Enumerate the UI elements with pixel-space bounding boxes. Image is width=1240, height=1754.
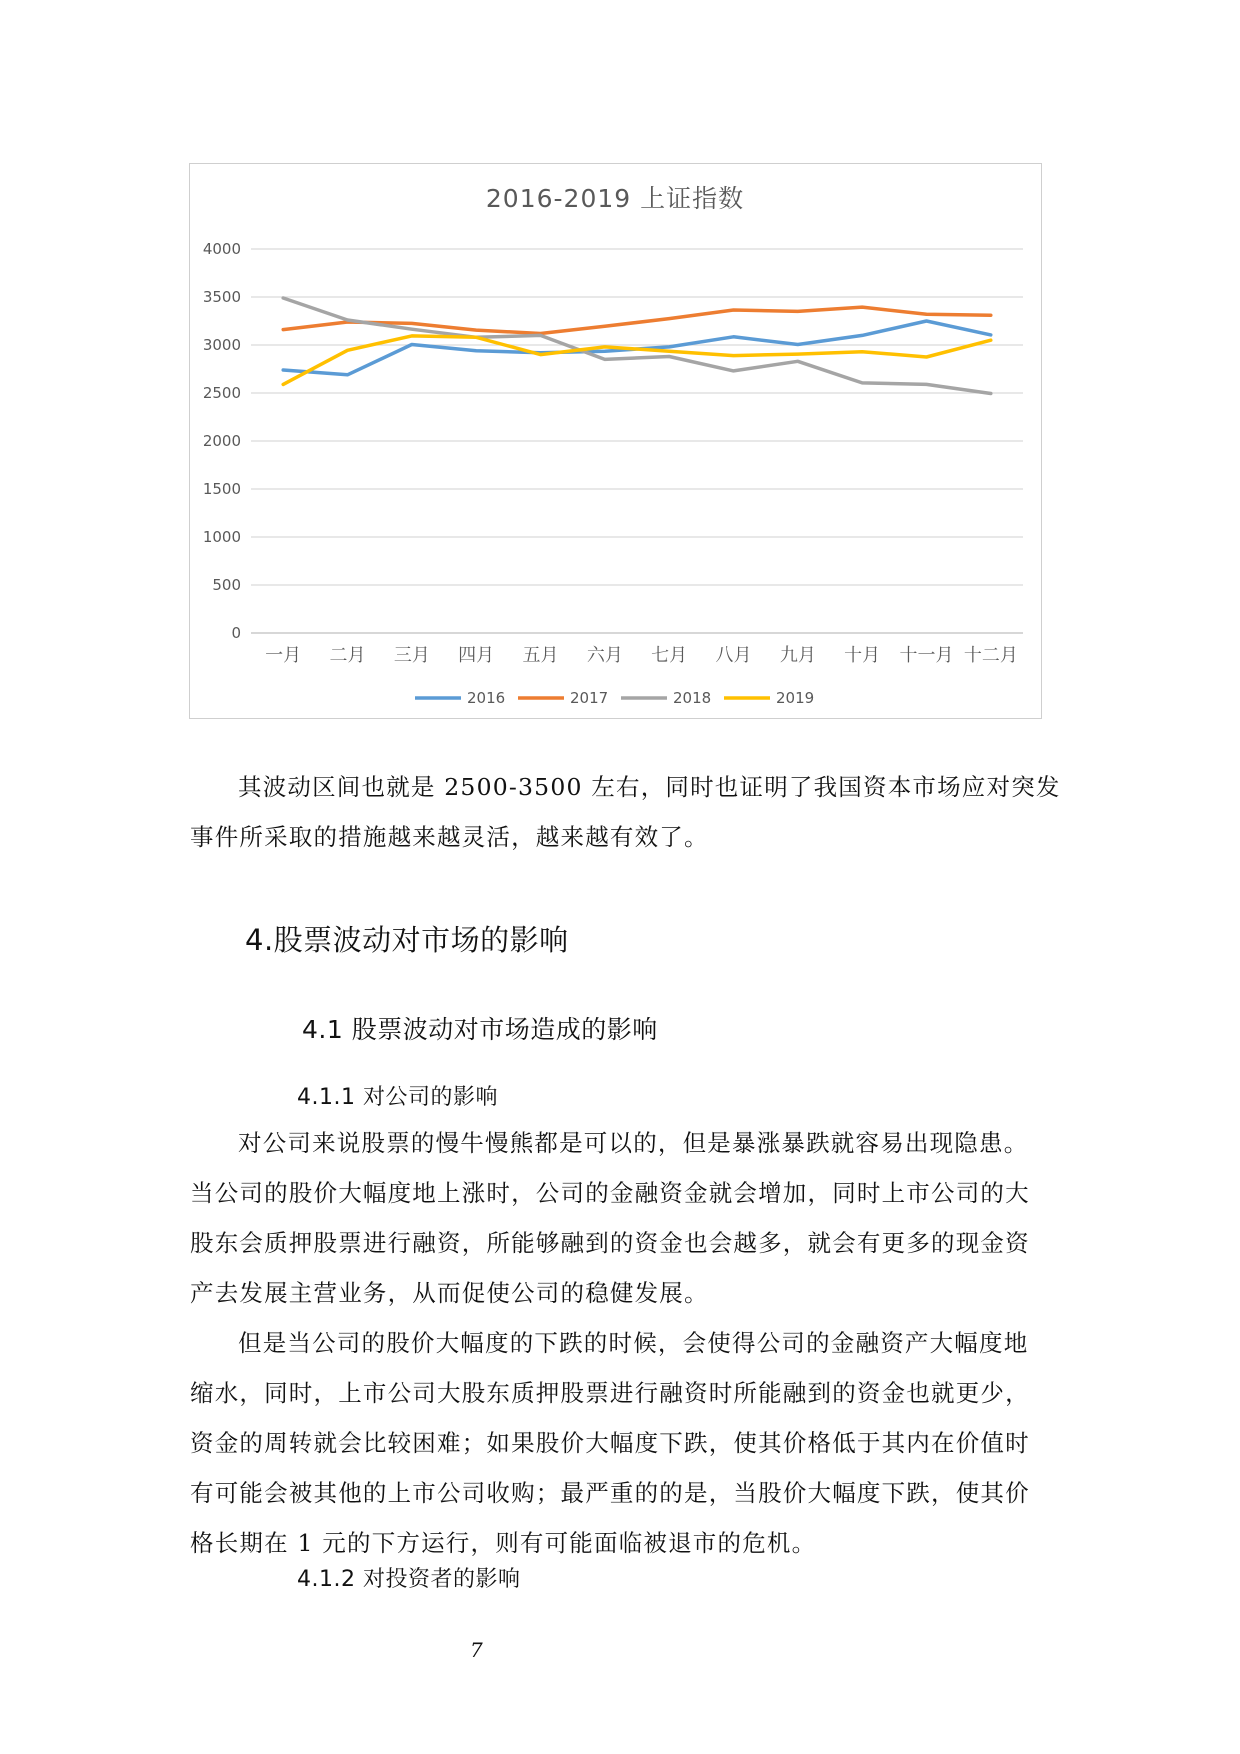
x-tick-label: 三月 <box>393 645 430 666</box>
text-line: 对公司来说股票的慢牛慢熊都是可以的，但是暴涨暴跌就容易出现隐患。 <box>238 1129 1029 1157</box>
page-number: 7 <box>470 1638 483 1662</box>
y-tick-label: 1000 <box>202 528 241 546</box>
x-tick-label: 五月 <box>522 645 559 666</box>
y-tick-label: 2000 <box>202 432 241 450</box>
text-line: 当公司的股价大幅度地上涨时，公司的金融资金就会增加，同时上市公司的大 <box>190 1179 1030 1207</box>
section-heading-4-1-1: 4.1.1 对公司的影响 <box>297 1085 498 1110</box>
x-tick-label: 二月 <box>329 645 366 666</box>
x-tick-label: 十二月 <box>963 645 1018 666</box>
text-line: 事件所采取的措施越来越灵活，越来越有效了。 <box>190 823 709 851</box>
x-tick-label: 一月 <box>265 645 302 666</box>
text-line: 资金的周转就会比较困难；如果股价大幅度下跌，使其价格低于其内在价值时 <box>190 1429 1030 1457</box>
x-tick-label: 十月 <box>844 645 881 666</box>
y-tick-label: 4000 <box>202 240 241 258</box>
series-line-2019 <box>283 336 991 385</box>
legend-label-2017: 2017 <box>570 689 609 707</box>
index-line-chart <box>189 163 1042 719</box>
chart-title: 2016-2019 上证指数 <box>485 184 745 213</box>
series-line-2018 <box>283 298 991 394</box>
y-tick-label: 0 <box>231 624 241 642</box>
text-line: 格长期在 1 元的下方运行，则有可能面临被退市的危机。 <box>190 1529 817 1557</box>
text-line: 股东会质押股票进行融资，所能够融到的资金也会越多，就会有更多的现金资 <box>190 1229 1030 1257</box>
x-tick-label: 六月 <box>586 645 623 666</box>
section-heading-4-1-2: 4.1.2 对投资者的影响 <box>297 1567 521 1592</box>
y-tick-label: 3500 <box>202 288 241 306</box>
chart-svg <box>190 164 1041 718</box>
legend-label-2016: 2016 <box>467 689 506 707</box>
y-tick-label: 2500 <box>202 384 241 402</box>
text-line: 其波动区间也就是 2500-3500 左右，同时也证明了我国资本市场应对突发 <box>238 773 1061 801</box>
x-tick-label: 十一月 <box>899 645 954 666</box>
text-line: 产去发展主营业务，从而促使公司的稳健发展。 <box>190 1279 709 1307</box>
text-line: 有可能会被其他的上市公司收购；最严重的的是，当股价大幅度下跌，使其价 <box>190 1479 1030 1507</box>
x-tick-label: 四月 <box>458 645 495 666</box>
y-tick-label: 500 <box>212 576 241 594</box>
paragraph-company-impact-up <box>190 1118 1060 1318</box>
x-tick-label: 七月 <box>651 645 688 666</box>
legend-label-2019: 2019 <box>776 689 815 707</box>
x-tick-label: 八月 <box>715 645 752 666</box>
text-line: 但是当公司的股价大幅度的下跌的时候，会使得公司的金融资产大幅度地 <box>238 1329 1029 1357</box>
legend-label-2018: 2018 <box>673 689 712 707</box>
y-tick-label: 1500 <box>202 480 241 498</box>
section-heading-4-1: 4.1 股票波动对市场造成的影响 <box>302 1015 658 1044</box>
y-tick-label: 3000 <box>202 336 241 354</box>
paragraph-volatility-range <box>190 762 1060 862</box>
x-tick-label: 九月 <box>779 645 816 666</box>
text-line: 缩水，同时，上市公司大股东质押股票进行融资时所能融到的资金也就更少， <box>190 1379 1030 1407</box>
section-heading-4: 4.股票波动对市场的影响 <box>245 923 569 957</box>
paragraph-company-impact-down <box>190 1318 1060 1568</box>
